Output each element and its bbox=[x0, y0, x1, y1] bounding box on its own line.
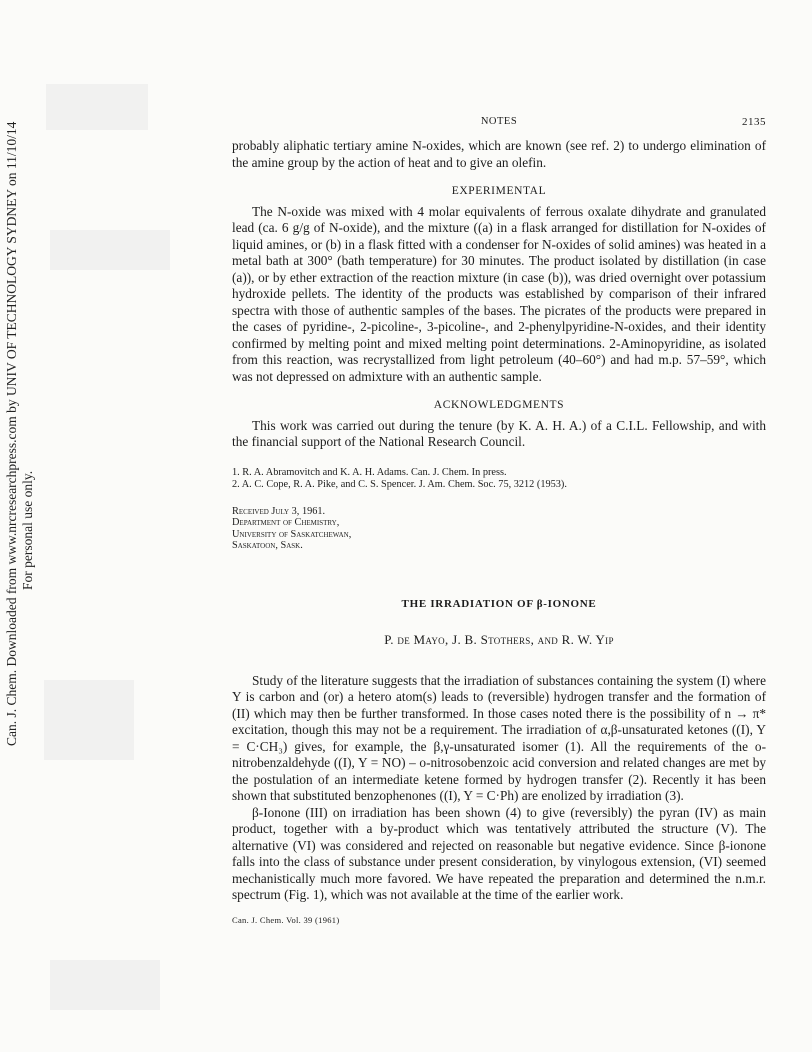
download-notice: Can. J. Chem. Downloaded from www.nrcresearchpress.com by UNIV OF TECHNOLOGY SYDNEY on 11/10/14 bbox=[4, 121, 19, 746]
scan-artifact bbox=[50, 230, 170, 270]
experimental-heading: EXPERIMENTAL bbox=[451, 185, 547, 197]
acknowledgments-text: This work was carried out during the tenure (by K. A. H. A.) of a C.I.L. Fellowship, and with the financial support of the National Research Council. bbox=[232, 417, 766, 449]
acknowledgments-heading: ACKNOWLEDGMENTS bbox=[433, 399, 565, 411]
page-number: 2135 bbox=[742, 116, 766, 128]
scan-artifact bbox=[46, 84, 148, 130]
intro-paragraph: probably aliphatic tertiary amine N-oxides, which are known (see ref. 2) to undergo elimination of the amine group by the action of heat and to give an olefin. bbox=[232, 138, 766, 170]
received-date: Received July 3, 1961. bbox=[232, 505, 326, 517]
personal-use-notice: For personal use only. bbox=[20, 470, 35, 590]
journal-citation: Can. J. Chem. Vol. 39 (1961) bbox=[232, 914, 340, 925]
download-watermark bbox=[0, 0, 35, 1052]
article-paragraph-2: β-Ionone (III) on irradiation has been shown (4) to give (reversibly) the pyran (IV) as main product, together with a by-product which was tentatively attributed the structure (V). The alternative (VI) was considered and rejected on reasonable but negative evidence. Since β-ionone falls into the class of substance under present consideration, by vinylogous extension, (VI) seemed mechanistically much more favored. We have repeated the preparation and determined the n.m.r. spectrum (Fig. 1), which was not available at the time of the earlier work. bbox=[232, 804, 766, 902]
university: University of Saskatchewan, bbox=[232, 528, 352, 540]
reference-list bbox=[232, 467, 766, 492]
received-block bbox=[232, 506, 766, 552]
scan-artifact bbox=[44, 680, 134, 760]
article-authors: P. de Mayo, J. B. Stothers, and R. W. Yip bbox=[384, 632, 614, 647]
department: Department of Chemistry, bbox=[232, 517, 340, 528]
main-column bbox=[232, 138, 766, 928]
article-paragraph-1: Study of the literature suggests that the irradiation of substances containing the system (I) where Y is carbon and (or) a hetero atom(s) leads to (reversible) hydrogen transfer and the formation of (II) which may then be further transformed. In those cases noted there is the possibility of n → π* excitation, though this may not be a requirement. The irradiation of α,β-unsaturated ketones ((I), Y = C·CH₃) gives, for example, the β,γ-unsaturated isomer (1). All the requirements of the o-nitrobenzaldehyde ((I), Y = NO) – o-nitrosobenzoic acid conversion and related changes are met by the postulation of an intermediate ketene formed by hydrogen transfer (2). Recently it has been shown that substituted benzophenones ((I), Y = C·Ph) are enolized by irradiation (3). bbox=[232, 672, 766, 803]
running-header bbox=[232, 116, 766, 132]
experimental-text: The N-oxide was mixed with 4 molar equivalents of ferrous oxalate dihydrate and granulated lead (ca. 6 g/g of N-oxide), and the mixture ((a) in a flask arranged for distillation for N-oxides of liquid amines, or (b) in a flask fitted with a condenser for N-oxides of solid amines) was heated in a metal bath at 300° (bath temperature) for 30 minutes. The product isolated by distillation (in case (a)), or by ether extraction of the reaction mixture (in case (b)), was dried overnight over potassium hydroxide pellets. The identity of the products was established by comparison of their infrared spectra with those of authentic samples of the bases. The picrates of the products were prepared in the cases of pyridine-, 2-picoline-, 3-picoline-, and 2-phenylpyridine-N-oxides, and their identity confirmed by melting point and mixed melting point determinations. 2-Aminopyridine, as isolated from this reaction, was recrystallized from light petroleum (40–60°) and had m.p. 57–59°, which was not depressed on admixture with an authentic sample. bbox=[232, 203, 766, 384]
reference-item: 1. R. A. Abramovitch and K. A. H. Adams. Can. J. Chem. In press. bbox=[232, 466, 507, 478]
city: Saskatoon, Sask. bbox=[232, 540, 303, 551]
running-title: NOTES bbox=[480, 116, 518, 127]
reference-item: 2. A. C. Cope, R. A. Pike, and C. S. Spencer. J. Am. Chem. Soc. 75, 3212 (1953). bbox=[232, 479, 567, 490]
scan-artifact bbox=[50, 960, 160, 1010]
article-title: THE IRRADIATION OF β-IONONE bbox=[401, 597, 597, 610]
